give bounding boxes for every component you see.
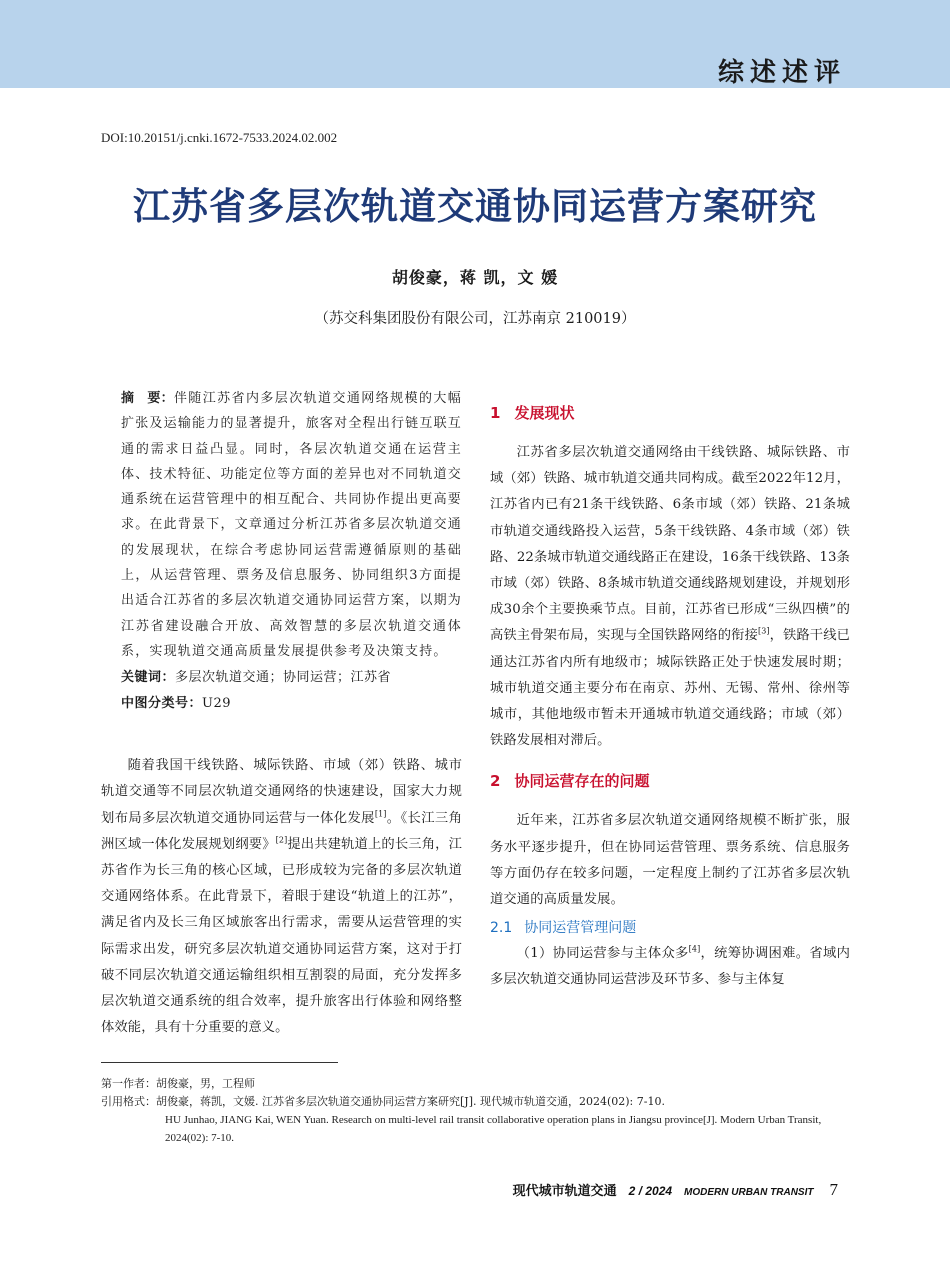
citation-format-en: HU Junhao, JIANG Kai, WEN Yuan. Research on multi-level rail transit collaborative operation plans in Jiangsu province[J]. Modern Urban Transit, 2024(02): 7-10. (165, 1114, 822, 1144)
citation-format: 引用格式： 胡俊豪，蒋凯，文媛. 江苏省多层次轨道交通协同运营方案研究[J]. 现代城市轨道交通，2024(02): 7-10. (101, 1095, 665, 1108)
page-number: 7 (829, 1180, 838, 1199)
keywords-text: 多层次轨道交通；协同运营；江苏省 (175, 670, 392, 686)
affiliation: （苏交科集团股份有限公司，江苏南京 210019） (314, 311, 636, 327)
citation-ref: [4] (688, 944, 701, 954)
citation-ref: [3] (757, 627, 770, 636)
footnote-divider (101, 1062, 338, 1063)
left-column (101, 386, 462, 1042)
clc-number (121, 691, 462, 717)
section-heading-2: 2 协同运营存在的问题 (490, 772, 650, 791)
first-author-note: 第一作者： 胡俊豪，男，工程师 (101, 1077, 255, 1090)
page-footer (513, 1180, 838, 1200)
right-column (490, 386, 850, 994)
journal-name-cn: 现代城市轨道交通 (512, 1184, 617, 1199)
abstract-text: 伴随江苏省内多层次轨道交通网络规模的大幅扩张及运输能力的显著提升，旅客对全程出行链互联互通的需求日益凸显。同时，各层次轨道交通在运营主体、技术特征、功能定位等方面的差异也对不同轨道交通系统在运营管理中的相互配合、共同协作提出更高要求。在此背景下，文章通过分析江苏省多层次轨道交通的发展现状，在综合考虑协同运营需遵循原则的基础上，从运营管理、票务及信息服务、协同组织3方面提出适合江苏省的多层次轨道交通协同运营方案，以期为江苏省建设融合开放、高效智慧的多层次轨道交通体系，实现轨道交通高质量发展提供参考及决策支持。 (121, 391, 462, 659)
intro-paragraph: 随着我国干线铁路、城际铁路、市域（郊）铁路、城市轨道交通等不同层次轨道交通网络的快速建设，国家大力规划布局多层次轨道交通协同运营与一体化发展[1]。《长江三角洲区域一体化发展规划纲要》[2]提出共建轨道上的长三角，江苏省作为长三角的核心区域，已形成较为完备的多层次轨道交通网络体系。在此背景下，着眼于建设“轨道上的江苏”，满足省内及长三角区域旅客出行需求，需要从运营管理的实际需求出发，研究多层次轨道交通协同运营方案，这对于打破不同层次轨道交通运输组织相互割裂的局面，充分发挥多层次轨道交通系统的组合效率，提升旅客出行体验和网络整体效能，具有十分重要的意义。 (101, 758, 463, 1036)
subsection-paragraph: （1）协同运营参与主体众多[4]，统筹协调困难。省域内多层次轨道交通协同运营涉及环节多、参与主体复 (490, 944, 850, 988)
clc-label: 中图分类号： (121, 696, 203, 712)
issue-number: 2 / 2024 (628, 1184, 673, 1198)
section2-paragraph: 近年来，江苏省多层次轨道交通网络规模不断扩张，服务水平逐步提升，但在协同运营管理、票务系统、信息服务等方面仍存在较多问题，一定程度上制约了江苏省多层次轨道交通的高质量发展。 (490, 813, 850, 908)
abstract (121, 386, 462, 664)
section-heading-1: 1 发展现状 (490, 404, 575, 422)
journal-name-en: MODERN URBAN TRANSIT (684, 1187, 814, 1198)
section-tag: 综述述评 (717, 58, 846, 88)
keywords-label: 关键词： (121, 670, 176, 686)
abstract-label: 摘 要： (121, 391, 174, 406)
doi: DOI:10.20151/j.cnki.1672-7533.2024.02.002 (101, 130, 338, 145)
footnotes (101, 1075, 851, 1147)
citation-ref: [1] (374, 809, 387, 819)
section1-paragraph: 江苏省多层次轨道交通网络由干线铁路、城际铁路、市域（郊）铁路、城市轨道交通共同构成。截至2022年12月，江苏省内已有21条干线铁路、6条市域（郊）铁路、21条城市轨道交通线路投入运营，5条干线铁路、4条市域（郊）铁路、22条城市轨道交通线路正在建设，16条干线铁路、13条市域（郊）铁路、8条城市轨道交通线路规划建设，并规划形成30余个主要换乘节点。目前，江苏省已形成“三纵四横”的高铁主骨架布局，实现与全国铁路网络的衔接[3]，铁路干线已通达江苏省内所有地级市；城际铁路正处于快速发展时期；城市轨道交通主要分布在南京、苏州、无锡、常州、徐州等城市，其他地级市暂未开通城市轨道交通线路；市域（郊）铁路发展相对滞后。 (490, 445, 850, 749)
subsection-heading-2-1: 2.1 协同运营管理问题 (490, 920, 637, 937)
keywords (121, 665, 462, 691)
article-title: 江苏省多层次轨道交通协同运营方案研究 (133, 184, 817, 228)
citation-ref: [2] (275, 835, 288, 845)
clc-text: U29 (202, 696, 232, 712)
authors: 胡俊豪，蒋 凯，文 媛 (391, 268, 559, 287)
